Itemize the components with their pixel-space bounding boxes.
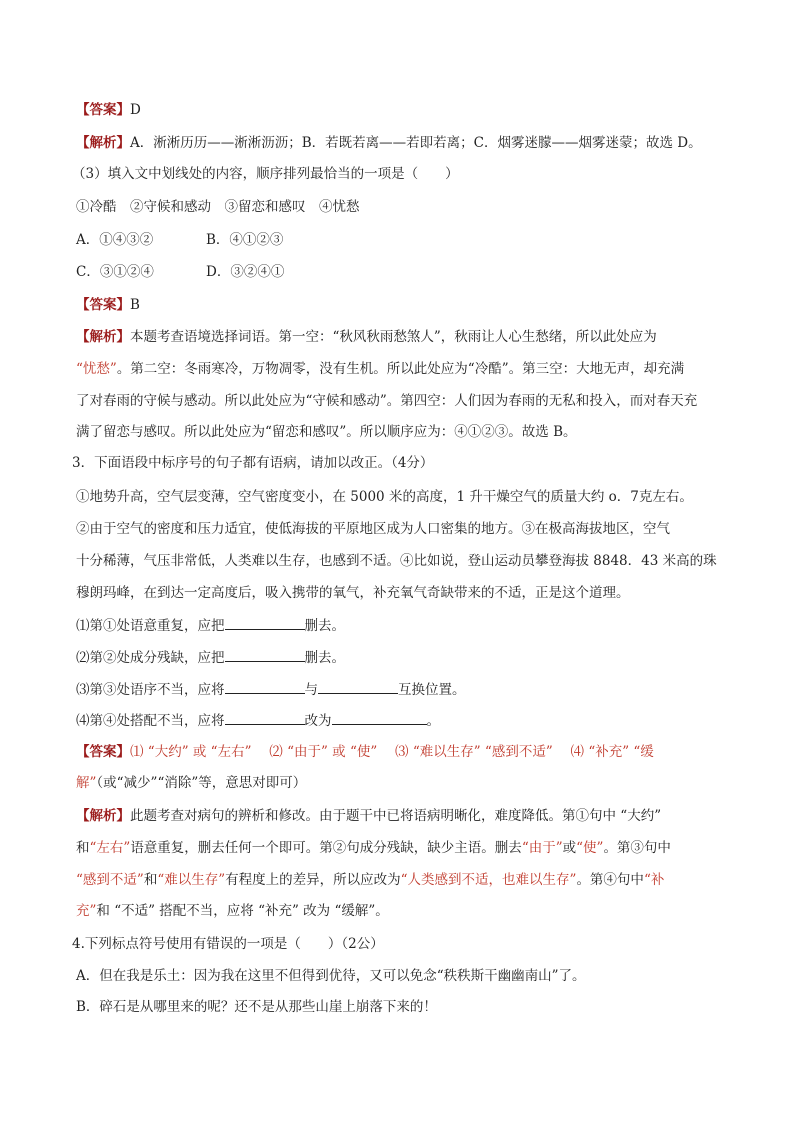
question-stem-4: 4.下列标点符号使用有错误的一项是（ ）（2公） [72,936,384,952]
answer-blank[interactable] [332,710,427,725]
analysis-text: 语意重复，删去任何一个即可。第②句成分残缺，缺少主语。删去 [130,840,522,856]
sub-question-2 [76,647,734,668]
options-row-2 [76,262,734,282]
analysis-tag: 【解析】 [76,135,130,151]
passage-line-3: 十分稀薄，气压非常低，人类难以生存，也感到不适。④比如说，登山运动员攀登海拔 8848．43 米高的珠 [76,553,717,569]
highlight-term: “难以生存” [157,872,226,888]
question-items: ①冷酷 ②守候和感动 ③留恋和感叹 ④忧愁 [76,199,360,215]
analysis-text: 。第④句中 [576,872,644,888]
sub-question-4 [76,710,734,731]
answer-text: D [130,102,141,118]
answer-text: ⑴ “大约” 或 “左右” ⑵ “由于” 或 “使” ⑶ “难以生存” “感到不适” ⑷ “补充” “缓 [130,744,654,760]
answer-blank[interactable] [225,615,305,630]
answer-blank[interactable] [318,679,398,694]
sub-question-text: ⑴第①处语意重复，应把 [76,618,225,634]
analysis-text: 有程度上的差异，所以应改为 [225,872,401,888]
analysis-line-3a [76,806,734,826]
question-stem-3: 3．下面语段中标序号的句子都有语病，请加以改正。（4分） [72,455,434,471]
answer-blank[interactable] [225,647,305,662]
analysis-text: 此题考查对病句的辨析和修改。由于题干中已将语病明晰化，难度降低。第①句中 “大约” [130,808,662,824]
answer-blank[interactable] [225,679,305,694]
sub-question-text: ⑶第③处语序不当，应将 [76,682,225,698]
sub-question-text: ⑵第②处成分残缺，应把 [76,650,225,666]
analysis-text: 和 [143,872,158,888]
answer-blank[interactable] [225,710,305,725]
answer-tag: 【答案】 [76,102,130,118]
analysis-line-1 [76,133,734,153]
highlight-term: “忧愁” [76,361,117,377]
answer-line-3b [76,773,734,793]
analysis-text: 。第③句中 [603,840,671,856]
option-d: D．③②④① [206,264,285,280]
highlight-term: 充” [76,903,97,919]
answer-line-2 [76,295,734,315]
sub-question-text: 。 [426,713,440,729]
passage-line-2: ②由于空气的密度和压力适宜，使低海拔的平原地区成为人口密集的地方。③在极高海拔地区，空气 [76,521,670,537]
analysis-line-2a [76,327,734,347]
analysis-text: 或 [562,840,577,856]
sub-question-text: ⑷第④处搭配不当，应将 [76,713,225,729]
options-row-1 [76,230,734,250]
answer-line-1 [76,100,734,120]
option-a: A．①④③② [76,232,154,248]
analysis-text: 和 “不适” 搭配不当，应将 “补充” 改为 “缓解”。 [96,903,389,919]
answer-note: （或“减少”“消除”等，意思对即可） [96,775,307,791]
passage-line-1: ①地势升高，空气层变薄，空气密度变小，在 5000 米的高度，1 升干燥空气的质量大约 o．7克左右。 [76,489,693,505]
analysis-line-3c [76,870,734,890]
analysis-line-3b [76,838,734,858]
highlight-term: “使” [576,840,604,856]
analysis-line-2d: 满了留恋与感叹。所以此处应为“留恋和感叹”。所以顺序应为：④①②③。故选 B。 [76,424,577,440]
highlight-term: “由于” [521,840,563,856]
answer-line-3a [76,742,734,762]
sub-question-text: 删去。 [304,618,345,634]
highlight-term: “人类感到不适，也难以生存” [400,872,577,888]
analysis-line-2b [76,359,734,379]
highlight-term: “补 [643,872,665,888]
sub-question-text: 互换位置。 [398,682,466,698]
sub-question-text: 改为 [304,713,332,729]
question-stem: （3）填入文中划线处的内容，顺序排列最恰当的一项是（ ） [72,166,459,182]
analysis-tag: 【解析】 [76,329,130,345]
answer-tag: 【答案】 [76,297,130,313]
option-a: A．但在我是乐土：因为我在这里不但得到优待，又可以免念“秩秩斯干幽幽南山”了。 [76,968,586,984]
analysis-text: A．淅淅历历——淅淅沥沥；B．若既若离——若即若离；C．烟雾迷朦——烟雾迷蒙；故选 D。 [130,135,702,151]
answer-tag: 【答案】 [76,744,130,760]
option-b: B．碎石是从哪里来的呢？还不是从那些山崖上崩落下来的！ [76,999,437,1015]
analysis-line-2c: 了对春雨的守候与感动。所以此处应为“守候和感动”。第四空：人们因为春雨的无私和投入，而对春天充 [76,393,698,409]
highlight-term: “左右” [89,840,131,856]
highlight-term: “感到不适” [76,872,144,888]
answer-text: 解” [76,775,97,791]
analysis-line-3d [76,901,734,921]
sub-question-text: 删去。 [304,650,345,666]
analysis-text: 和 [76,840,90,856]
sub-question-3 [76,679,734,700]
analysis-tag: 【解析】 [76,808,130,824]
sub-question-1 [76,615,734,636]
analysis-text: 本题考查语境选择词语。第一空：“秋风秋雨愁煞人”，秋雨让人心生愁绪，所以此处应为 [130,329,657,345]
option-b: B．④①②③ [206,232,284,248]
option-c: C．③①②④ [76,264,154,280]
passage-line-4: 穆朗玛峰，在到达一定高度后，吸入携带的氧气，补充氧气奇缺带来的不适，正是这个道理。 [76,585,630,601]
answer-text: B [130,297,140,313]
sub-question-text: 与 [304,682,318,698]
analysis-text: 。第二空：冬雨寒冷，万物凋零，没有生机。所以此处应为“冷酷”。第三空：大地无声，却充满 [116,361,685,377]
